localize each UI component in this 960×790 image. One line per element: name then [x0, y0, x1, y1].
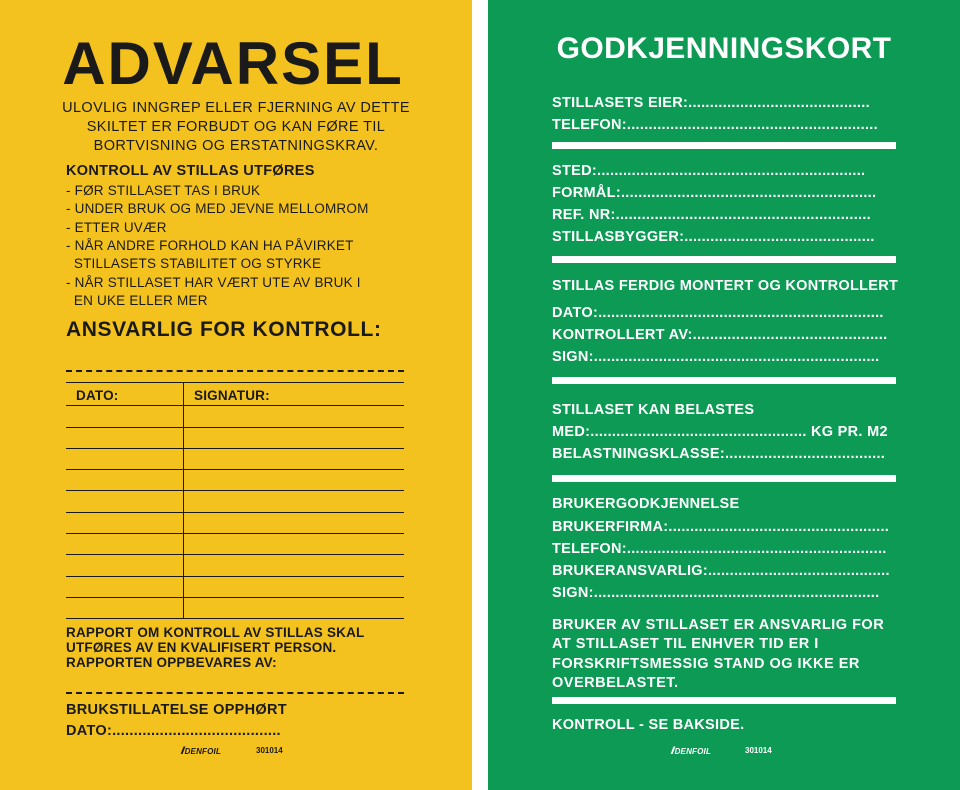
note-line: OVERBELASTET. — [552, 674, 679, 691]
table-row — [66, 534, 404, 555]
table-row — [66, 512, 404, 533]
logo-icon: // — [671, 746, 673, 757]
logo-icon: // — [181, 746, 183, 757]
checked-by-field[interactable]: KONTROLLERT AV:............................................. — [552, 327, 888, 343]
user-responsible-field[interactable]: BRUKERANSVARLIG:.......................................... — [552, 563, 890, 579]
responsibility-note — [552, 616, 884, 693]
control-item: - ETTER UVÆR — [66, 220, 167, 235]
load-heading: STILLASET KAN BELASTES — [552, 402, 755, 418]
approval-title: GODKJENNINGSKORT — [556, 32, 892, 65]
warning-title: ADVARSEL — [62, 30, 404, 97]
load-capacity-field[interactable]: MED:.................................................. KG PR. M2 — [552, 424, 888, 440]
permit-ended-date-field[interactable]: DATO:....................................... — [66, 723, 281, 739]
control-log-table — [66, 382, 404, 619]
control-item: - FØR STILLASET TAS I BRUK — [66, 183, 261, 198]
signature-cell[interactable] — [184, 406, 405, 427]
user-phone-field[interactable]: TELEFON:............................................................ — [552, 541, 887, 557]
table-row — [66, 555, 404, 576]
table-header-row — [66, 383, 404, 406]
report-line: UTFØRES AV EN KVALIFISERT PERSON. — [66, 640, 337, 655]
table-row — [66, 448, 404, 469]
note-line: FORSKRIFTSMESSIG STAND OG IKKE ER — [552, 655, 860, 672]
divider — [552, 256, 896, 263]
product-code: 301014 — [256, 746, 283, 755]
warning-card — [0, 0, 472, 790]
warning-line: SKILTET ER FORBUDT OG KAN FØRE TIL — [86, 119, 386, 135]
load-class-field[interactable]: BELASTNINGSKLASSE:..................................... — [552, 446, 886, 462]
ref-number-field[interactable]: REF. NR:........................................................... — [552, 207, 872, 223]
warning-line: ULOVLIG INNGREP ELLER FJERNING AV DETTE — [62, 100, 410, 116]
date-column-header: DATO: — [66, 383, 184, 406]
user-approval-heading: BRUKERGODKJENNELSE — [552, 496, 740, 512]
signature-column-header: SIGNATUR: — [184, 383, 405, 406]
table-row — [66, 576, 404, 597]
date-cell[interactable] — [66, 512, 184, 533]
control-item: STILLASETS STABILITET OG STYRKE — [66, 256, 322, 271]
table-row — [66, 427, 404, 448]
control-heading: KONTROLL AV STILLAS UTFØRES — [66, 163, 315, 179]
report-text — [66, 625, 365, 670]
location-field[interactable]: STED:.............................................................. — [552, 163, 866, 179]
user-sign-field[interactable]: SIGN:.................................................................. — [552, 585, 880, 601]
date-cell[interactable] — [66, 470, 184, 491]
report-line: RAPPORT OM KONTROLL AV STILLAS SKAL — [66, 625, 365, 640]
control-item: - NÅR ANDRE FORHOLD KAN HA PÅVIRKET — [66, 238, 354, 253]
control-item: EN UKE ELLER MER — [66, 293, 208, 308]
phone-field[interactable]: TELEFON:.......................................................... — [552, 117, 878, 133]
signature-cell[interactable] — [184, 491, 405, 512]
brand-logo: // DENFOIL — [671, 746, 712, 757]
product-code: 301014 — [745, 746, 772, 755]
date-cell[interactable] — [66, 597, 184, 618]
note-line: AT STILLASET TIL ENHVER TID ER I — [552, 636, 819, 653]
date-cell[interactable] — [66, 491, 184, 512]
table-row — [66, 597, 404, 618]
assembled-date-field[interactable]: DATO:.................................................................. — [552, 305, 884, 321]
assembled-heading: STILLAS FERDIG MONTERT OG KONTROLLERT — [552, 278, 899, 294]
date-cell[interactable] — [66, 555, 184, 576]
report-line: RAPPORTEN OPPBEVARES AV: — [66, 655, 277, 670]
signature-cell[interactable] — [184, 427, 405, 448]
assembled-sign-field[interactable]: SIGN:.................................................................. — [552, 349, 880, 365]
warning-text — [0, 99, 472, 156]
table-row — [66, 470, 404, 491]
date-cell[interactable] — [66, 576, 184, 597]
permit-ended-label: BRUKSTILLATELSE OPPHØRT — [66, 702, 287, 718]
owner-field[interactable]: STILLASETS EIER:.......................................... — [552, 95, 870, 111]
brand-logo: // DENFOIL — [181, 746, 222, 757]
date-cell[interactable] — [66, 448, 184, 469]
signature-line — [66, 370, 404, 372]
divider — [552, 142, 896, 149]
table-row — [66, 406, 404, 427]
signature-cell[interactable] — [184, 534, 405, 555]
user-company-field[interactable]: BRUKERFIRMA:................................................... — [552, 519, 890, 535]
approval-card — [488, 0, 960, 790]
warning-line: BORTVISNING OG ERSTATNINGSKRAV. — [93, 138, 379, 154]
divider — [552, 697, 896, 704]
signature-cell[interactable] — [184, 576, 405, 597]
divider — [552, 475, 896, 482]
date-cell[interactable] — [66, 427, 184, 448]
signature-cell[interactable] — [184, 470, 405, 491]
control-item: - NÅR STILLASET HAR VÆRT UTE AV BRUK I — [66, 275, 361, 290]
signature-cell[interactable] — [184, 597, 405, 618]
date-cell[interactable] — [66, 406, 184, 427]
signature-cell[interactable] — [184, 512, 405, 533]
note-line: BRUKER AV STILLASET ER ANSVARLIG FOR — [552, 617, 885, 633]
footer-text: KONTROLL - SE BAKSIDE. — [552, 717, 745, 733]
purpose-field[interactable]: FORMÅL:........................................................... — [552, 185, 877, 201]
signature-cell[interactable] — [184, 448, 405, 469]
date-cell[interactable] — [66, 534, 184, 555]
builder-field[interactable]: STILLASBYGGER:............................................ — [552, 229, 875, 245]
divider — [552, 377, 896, 384]
signature-cell[interactable] — [184, 555, 405, 576]
responsible-heading: ANSVARLIG FOR KONTROLL: — [66, 318, 382, 341]
table-row — [66, 491, 404, 512]
storage-line — [66, 692, 404, 694]
control-item: - UNDER BRUK OG MED JEVNE MELLOMROM — [66, 201, 369, 216]
